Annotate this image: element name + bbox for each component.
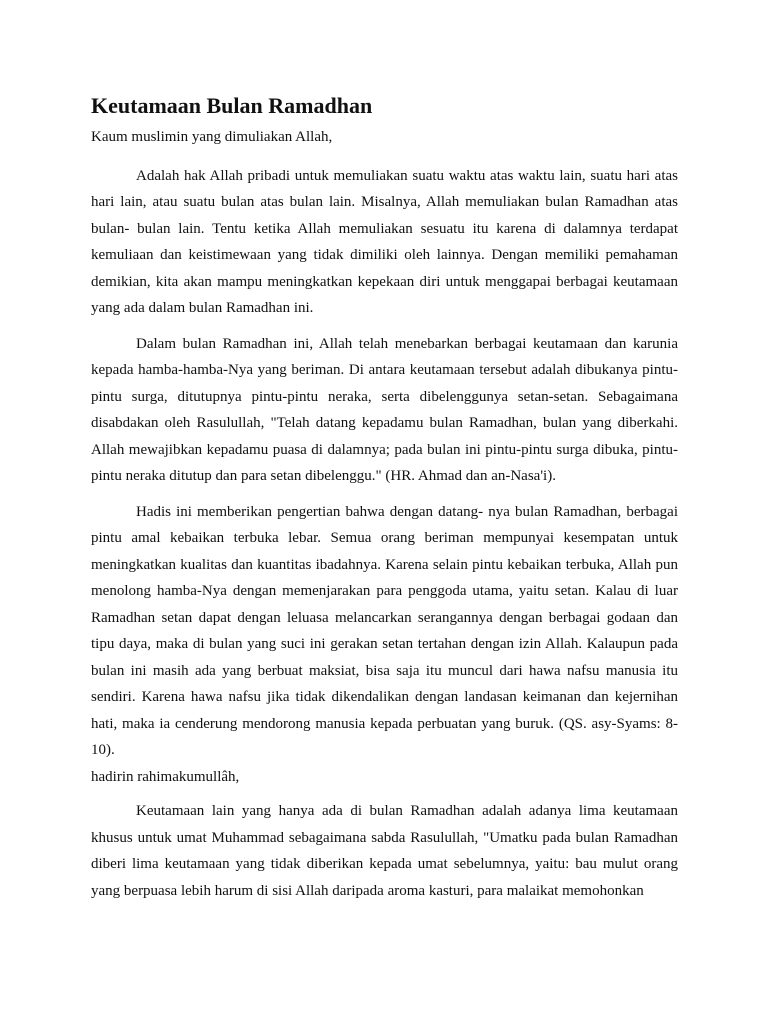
spacer (91, 490, 678, 499)
paragraph-3: Hadis ini memberikan pengertian bahwa dengan datang- nya bulan Ramadhan, berbagai pintu amal kebaikan terbuka lebar. Semua orang beriman mempunyai kesempatan untuk meningkatkan kualitas dan kuantitas ibadahnya. Karena selain pintu kebaikan terbuka, Allah pun menolong hamba-Nya dengan memenjarakan para penggoda utama, yaitu setan. Kalau di luar Ramadhan setan dapat dengan leluasa melancarkan serangannya dengan berbagai godaan dan tipu daya, maka di bulan yang suci ini gerakan setan tertahan dengan izin Allah. Kalaupun pada bulan ini masih ada yang berbuat maksiat, bisa saja itu muncul dari hawa nafsu manusia itu sendiri. Karena hawa nafsu jika tidak dikendalikan dengan landasan keimanan dan kejernihan hati, maka ia cenderung mendorong manusia kepada perbuatan yang buruk. (QS. asy-Syams: 8-10). (91, 503, 678, 758)
paragraph-2: Dalam bulan Ramadhan ini, Allah telah menebarkan berbagai keutamaan dan karunia kepada hamba-hamba-Nya yang beriman. Di antara keutamaan tersebut adalah dibukanya pintu-pintu surga, ditutupnya pintu-pintu neraka, serta dibelenggunya setan-setan. Sebagaimana disabdakan oleh Rasulullah, "Telah datang kepadamu bulan Ramadhan, bulan yang diberkahi. Allah mewajibkan kepadamu puasa di dalamnya; pada bulan ini pintu-pintu surga dibuka, pintu-pintu neraka ditutup dan para setan dibelenggu." (HR. Ahmad dan an-Nasa'i). (91, 335, 678, 484)
document-title: Keutamaan Bulan Ramadhan (91, 93, 373, 118)
spacer (91, 322, 678, 331)
document-page (91, 92, 678, 904)
salutation: Kaum muslimin yang dimuliakan Allah, (91, 129, 333, 145)
spacer (91, 790, 678, 798)
paragraph-4: Keutamaan lain yang hanya ada di bulan Ramadhan adalah adanya lima keutamaan khusus untuk umat Muhammad sebagaimana sabda Rasulullah, "Umatku pada bulan Ramadhan diberi lima keutamaan yang tidak diberikan kepada umat sebelumnya, yaitu: bau mulut orang yang berpuasa lebih harum di sisi Allah daripada aroma kasturi, para malaikat memohonkan (91, 803, 678, 899)
spacer (91, 151, 678, 163)
address-line: hadirin rahimakumullâh, (91, 768, 240, 785)
paragraph-1: Adalah hak Allah pribadi untuk memuliakan suatu waktu atas waktu lain, suatu hari atas hari lain, atau suatu bulan atas bulan lain. Misalnya, Allah memuliakan bulan Ramadhan atas bulan- bulan lain. Tentu ketika Allah memuliakan sesuatu itu karena di dalamnya terdapat kemuliaan dan keistimewaan yang tidak dimiliki oleh lainnya. Dengan memiliki pemahaman demikian, kita akan mampu meningkatkan kepekaan diri untuk menggapai berbagai keutamaan yang ada dalam bulan Ramadhan ini. (91, 167, 678, 316)
